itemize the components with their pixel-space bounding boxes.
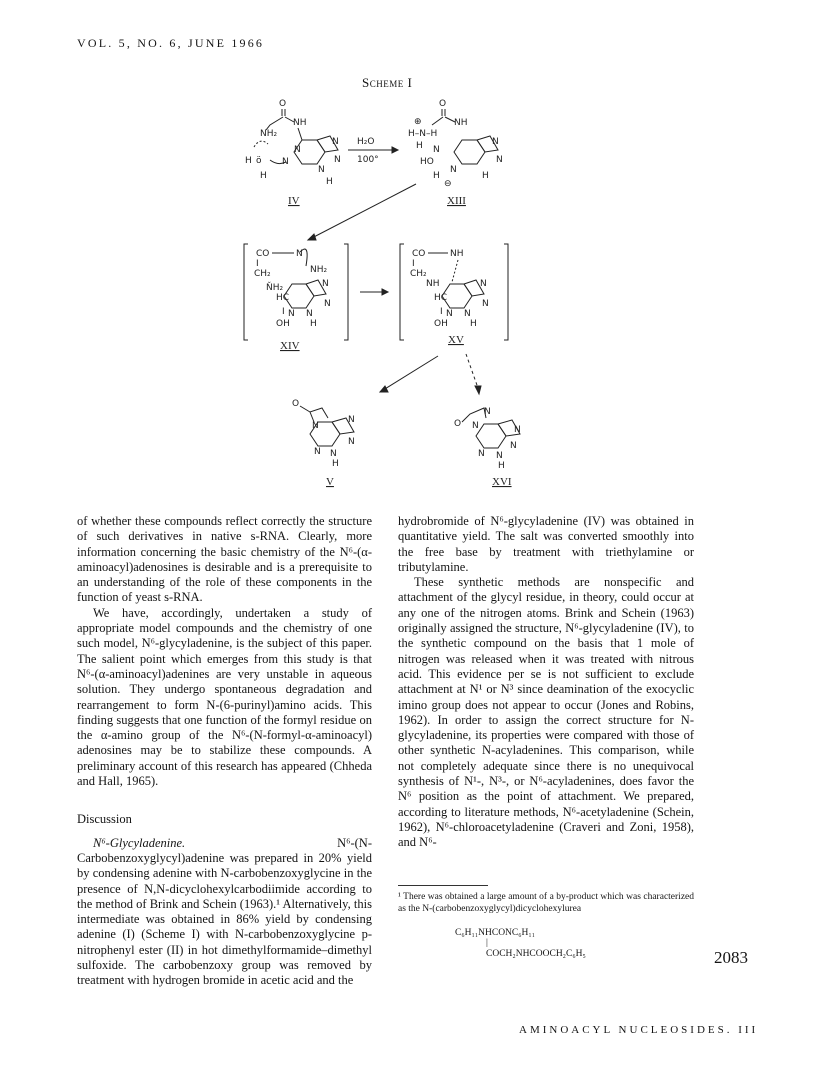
svg-text:N: N — [496, 155, 503, 165]
svg-text:N: N — [348, 415, 355, 425]
svg-text:H: H — [245, 156, 252, 166]
svg-text:O: O — [454, 419, 462, 429]
label-xiv: XIV — [280, 340, 300, 352]
svg-text:N: N — [480, 279, 487, 289]
label-xvi: XVI — [492, 476, 512, 488]
structure-iv — [245, 99, 341, 187]
structure-v — [292, 399, 355, 469]
footnote-formula-bar: | — [486, 938, 488, 948]
svg-text:HC: HC — [276, 293, 290, 303]
svg-text:N: N — [450, 165, 457, 175]
svg-text:H: H — [498, 461, 505, 471]
svg-text:N: N — [322, 279, 329, 289]
svg-text:NH₂: NH₂ — [260, 129, 278, 139]
right-column — [398, 514, 694, 851]
svg-text:N: N — [514, 425, 521, 435]
running-header: VOL. 5, NO. 6, JUNE 1966 — [77, 36, 265, 50]
left-column — [77, 514, 372, 989]
structure-xiii — [408, 99, 503, 189]
svg-text:I: I — [256, 259, 259, 269]
svg-text:NH₂: NH₂ — [310, 265, 328, 275]
svg-text:N: N — [496, 451, 503, 461]
svg-text:CO: CO — [412, 249, 426, 259]
svg-text:N: N — [478, 449, 485, 459]
svg-text:NH: NH — [450, 249, 464, 259]
footnote-formula-line2: COCH₂NHCOOCH₂C₆H₅ — [486, 949, 586, 959]
svg-text:N: N — [306, 309, 313, 319]
svg-text:N: N — [334, 155, 341, 165]
svg-text:OH: OH — [276, 319, 290, 329]
svg-text:⊕: ⊕ — [414, 117, 422, 127]
structure-xv — [400, 244, 508, 340]
svg-text:CH₂: CH₂ — [410, 269, 427, 279]
left-paragraph-1: of whether these compounds reflect correctly the structure of such derivatives in native s-RNA. Clearly, more information concerning the basic chemistry of the N⁶-(α-aminoacyl)adenosines is desirable and is a prerequisite to an understanding of the role of these components in the function of yeast s-RNA. — [77, 514, 372, 605]
svg-text:O: O — [439, 99, 447, 109]
svg-text:NH: NH — [426, 279, 440, 289]
svg-text:H: H — [470, 319, 477, 329]
svg-text:CH₂: CH₂ — [254, 269, 271, 279]
svg-text:⊖: ⊖ — [444, 179, 452, 189]
svg-text:N: N — [296, 249, 303, 259]
label-xv: XV — [448, 334, 464, 346]
svg-text:O: O — [279, 99, 287, 109]
svg-text:N: N — [492, 137, 499, 147]
structure-xiv — [244, 244, 348, 340]
footnote-rule — [398, 885, 488, 886]
left-paragraph-3 — [77, 836, 372, 989]
svg-text:H: H — [416, 141, 423, 151]
right-paragraph-1: hydrobromide of N⁶-glycyladenine (IV) was obtained in quantitative yield. The salt was converted smoothly into the free base by treatment with triethylamine or tributylamine. — [398, 514, 694, 574]
svg-text:N: N — [314, 447, 321, 457]
structure-xvi — [454, 407, 521, 471]
svg-text:ŇH₂: ŇH₂ — [266, 283, 284, 293]
svg-text:H: H — [260, 171, 267, 181]
svg-text:NH: NH — [454, 118, 468, 128]
label-iv: IV — [288, 195, 300, 207]
svg-text:N: N — [332, 137, 339, 147]
svg-text:H: H — [482, 171, 489, 181]
page-number: 2083 — [714, 948, 748, 967]
running-footer: AMINOACYL NUCLEOSIDES. III — [519, 1024, 759, 1036]
svg-text:N: N — [484, 407, 491, 417]
svg-text:O: O — [292, 399, 300, 409]
svg-text:I: I — [412, 259, 415, 269]
svg-text:N: N — [282, 157, 289, 167]
reaction-scheme — [230, 92, 590, 502]
footnote-formula-line1: C₆H₁₁NHCONC₆H₁₁ — [455, 928, 536, 938]
arrow-condition: 100° — [357, 155, 379, 165]
svg-text:N: N — [330, 449, 337, 459]
svg-text:N: N — [294, 145, 301, 155]
svg-text:OH: OH — [434, 319, 448, 329]
footnote-text: ¹ There was obtained a large amount of a by-product which was characterized as the N-(carbobenzoxyglycyl)dicyclohexylurea — [398, 892, 694, 914]
svg-text:NH: NH — [293, 118, 307, 128]
svg-text:ö: ö — [256, 156, 262, 166]
svg-text:I: I — [440, 307, 443, 317]
left-paragraph-2: We have, accordingly, undertaken a study of appropriate model compounds and the chemistry of one such model, N⁶-glycyladenine, is the subject of this paper. The salient point which emerges from this study is that N⁶-(α-aminoacyl)adenines are very unstable in aqueous solution. They undergo spontaneous degradation and rearrangement to form N-(6-purinyl)amino acids. This finding suggests that one function of the formyl residue on the α-amino group of the N⁶-(N-formyl-α-aminoacyl) adenosines may be to stabilize these compounds. A preliminary account of this research has appeared (Chheda and Hall, 1965). — [77, 605, 372, 789]
svg-text:N: N — [433, 145, 440, 155]
svg-text:N: N — [288, 309, 295, 319]
label-v: V — [326, 476, 334, 488]
svg-text:N: N — [312, 421, 319, 431]
svg-text:HO: HO — [420, 157, 434, 167]
svg-text:N: N — [324, 299, 331, 309]
svg-text:H: H — [332, 459, 339, 469]
arrow-reagent: H₂O — [357, 137, 375, 147]
svg-text:N: N — [318, 165, 325, 175]
svg-text:N: N — [510, 441, 517, 451]
svg-text:N: N — [482, 299, 489, 309]
left-paragraph-3-text: N⁶-(N-Carbobenzoxyglycyl)adenine was prepared in 20% yield by condensing adenine with N-carbobenzoxyglycine in the presence of N,N-dicyclohexylcarbodiimide according to the method of Brink and Schein (1963).¹ Alternatively, this intermediate was obtained in 86% yield by condensing adenine (I) (Scheme I) with N-carbobenzoxyglycine p-nitrophenyl ester (II) in hot dimethylformamide–dimethyl sulfoxide. The carbobenzoxy group was removed by treatment with hydrogen bromide in acetic acid and the — [77, 835, 372, 988]
svg-text:H: H — [310, 319, 317, 329]
svg-text:I: I — [282, 307, 285, 317]
right-paragraph-2: These synthetic methods are nonspecific and attachment of the glycyl residue, in theory, could occur at any one of the nitrogen atoms. Brink and Schein (1963) originally assigned the structure, N⁶-glycyladenine (IV), to the synthetic compound on the basis that 1 mole of nitrogen was released when it was treated with nitrous acid. This evidence per se is not sufficient to exclude attachment at N¹ or N³ since deamination of the exocyclic imino group does not appear to occur (Jones and Robins, 1962). In order to assign the correct structure for N-glycyladenine, its properties were compared with those of other synthetic N-acyladenines. This comparison, while not completely adequate since there is no unequivocal synthesis of N¹-, N³-, or N⁶-acyladenines, does favor the N⁶ position as the point of attachment. We prepared, according to literature methods, N⁶-acetyladenine (Schein, 1962), N⁶-chloroacetyladenine (Craveri and Zoni, 1958), and N⁶- — [398, 575, 694, 850]
svg-text:H: H — [326, 177, 333, 187]
svg-text:N: N — [472, 421, 479, 431]
svg-text:HC: HC — [434, 293, 448, 303]
label-xiii: XIII — [447, 195, 466, 207]
subsection-lead: N⁶-Glycyladenine. — [93, 835, 186, 850]
svg-text:H: H — [433, 171, 440, 181]
section-heading: Discussion — [77, 812, 132, 827]
svg-text:H–N–H: H–N–H — [408, 129, 438, 139]
svg-text:N: N — [464, 309, 471, 319]
svg-text:CO: CO — [256, 249, 270, 259]
svg-text:N: N — [446, 309, 453, 319]
scheme-title: Scheme I — [362, 75, 413, 90]
svg-text:N: N — [348, 437, 355, 447]
